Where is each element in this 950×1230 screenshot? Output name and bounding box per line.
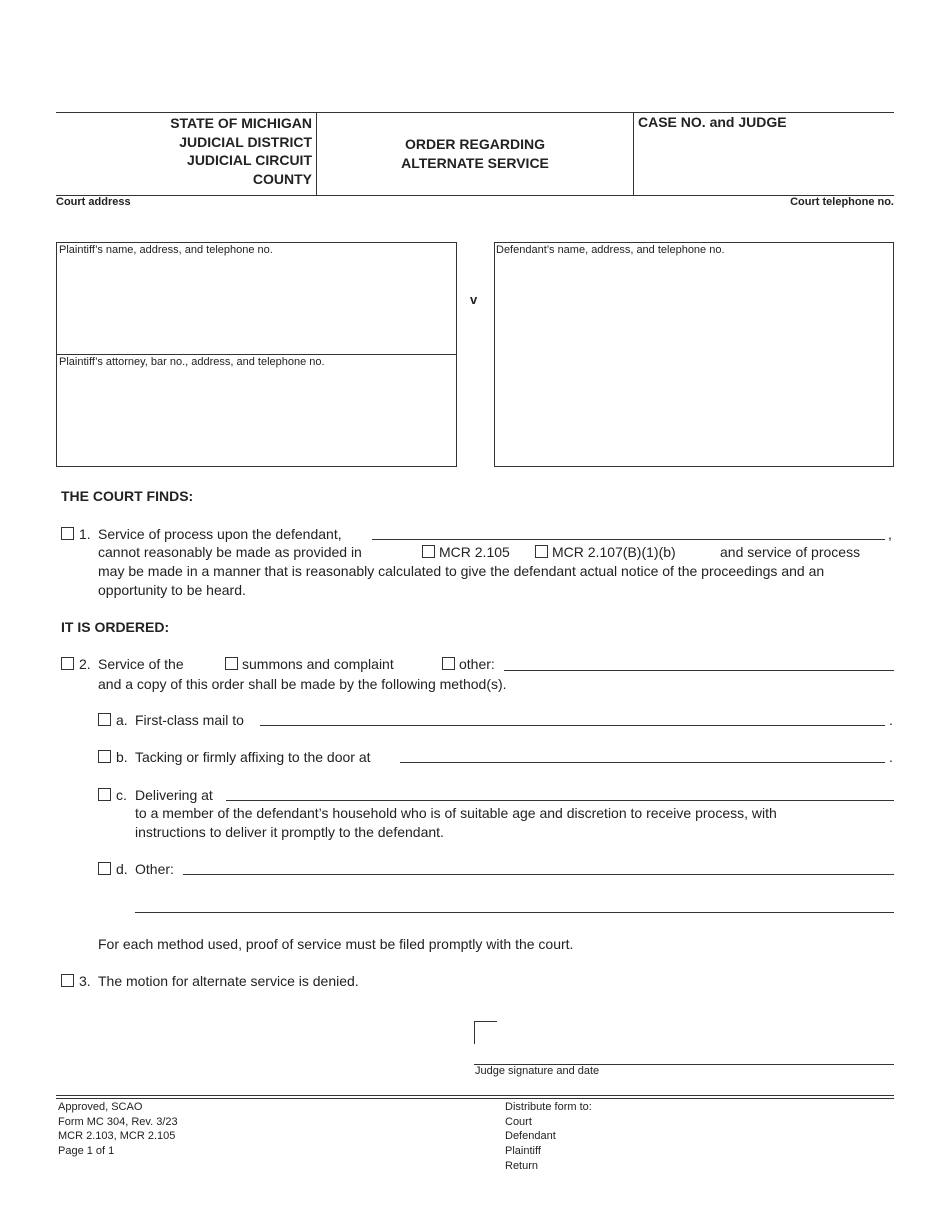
signature-corner-mark bbox=[474, 1021, 497, 1044]
method-c-label: c. bbox=[116, 787, 127, 803]
item1-text-line2: cannot reasonably be made as provided in bbox=[98, 544, 362, 560]
other-document-checkbox[interactable] bbox=[442, 657, 455, 670]
method-a-text: First-class mail to bbox=[135, 712, 244, 728]
mcr-2105-checkbox[interactable] bbox=[422, 545, 435, 558]
circuit-label: JUDICIAL CIRCUIT bbox=[187, 152, 312, 168]
footer-mcr: MCR 2.103, MCR 2.105 bbox=[58, 1130, 176, 1143]
defendant-name-field[interactable] bbox=[372, 539, 885, 540]
method-d-label: d. bbox=[116, 861, 128, 877]
method-b-period: . bbox=[889, 749, 893, 765]
court-jurisdiction-block bbox=[56, 114, 312, 194]
header-bottom-rule bbox=[56, 195, 894, 196]
plaintiff-divider bbox=[57, 354, 456, 355]
court-address-label: Court address bbox=[56, 196, 131, 208]
method-b-text: Tacking or firmly affixing to the door at bbox=[135, 749, 371, 765]
form-title-line1: ORDER REGARDING bbox=[404, 136, 545, 152]
delivery-address-field[interactable] bbox=[226, 800, 894, 801]
method-c-text: Delivering at bbox=[135, 787, 213, 803]
attorney-label: Plaintiff’s attorney, bar no., address, and telephone no. bbox=[59, 356, 325, 368]
method-c-text-line3: instructions to deliver it promptly to the defendant. bbox=[135, 824, 444, 840]
method-b-checkbox[interactable] bbox=[98, 750, 111, 763]
county-label: COUNTY bbox=[252, 171, 312, 187]
proof-of-service-note: For each method used, proof of service must be filed promptly with the court. bbox=[98, 936, 574, 952]
it-is-ordered-heading: IT IS ORDERED: bbox=[61, 619, 170, 635]
distribute-plaintiff: Plaintiff bbox=[505, 1145, 541, 1158]
method-d-text: Other: bbox=[135, 861, 174, 877]
mcr-2105-label: MCR 2.105 bbox=[439, 544, 510, 560]
item3-checkbox[interactable] bbox=[61, 974, 74, 987]
versus-label: v bbox=[470, 292, 478, 307]
court-finds-heading: THE COURT FINDS: bbox=[61, 488, 194, 504]
method-c-text-line2: to a member of the defendant’s household who is of suitable age and discretion to receive process, with bbox=[135, 805, 777, 821]
header-top-rule bbox=[56, 112, 894, 113]
footer-rule-bottom bbox=[56, 1098, 894, 1099]
item1-checkbox[interactable] bbox=[61, 527, 74, 540]
summons-complaint-checkbox[interactable] bbox=[225, 657, 238, 670]
other-document-field[interactable] bbox=[504, 670, 894, 671]
state-label: STATE OF MICHIGAN bbox=[170, 115, 312, 131]
defendant-label: Defendant’s name, address, and telephone no. bbox=[496, 244, 725, 256]
footer-page: Page 1 of 1 bbox=[58, 1145, 115, 1158]
method-a-checkbox[interactable] bbox=[98, 713, 111, 726]
distribute-return: Return bbox=[505, 1159, 539, 1172]
other-method-field[interactable] bbox=[183, 874, 894, 875]
court-phone-label: Court telephone no. bbox=[790, 196, 894, 208]
plaintiff-box bbox=[56, 242, 457, 467]
footer-form-number: Form MC 304, Rev. 3/23 bbox=[58, 1115, 178, 1128]
mcr-2107-checkbox[interactable] bbox=[535, 545, 548, 558]
plaintiff-label: Plaintiff’s name, address, and telephone no. bbox=[59, 244, 273, 256]
item1-text-line4: opportunity to be heard. bbox=[98, 582, 246, 598]
summons-complaint-label: summons and complaint bbox=[242, 656, 394, 672]
item1-text: Service of process upon the defendant, bbox=[98, 526, 342, 542]
method-d-checkbox[interactable] bbox=[98, 862, 111, 875]
form-title-line2: ALTERNATE SERVICE bbox=[401, 155, 549, 171]
defendant-box bbox=[494, 242, 894, 467]
footer-form-info bbox=[58, 1100, 178, 1159]
distribute-heading: Distribute form to: bbox=[505, 1101, 592, 1113]
method-b-label: b. bbox=[116, 749, 128, 765]
other-method-field-line2[interactable] bbox=[135, 912, 894, 913]
item3-number: 3. bbox=[79, 973, 91, 989]
item1-text-line2-end: and service of process bbox=[720, 544, 861, 560]
distribute-defendant: Defendant bbox=[505, 1130, 556, 1143]
item1-number: 1. bbox=[79, 526, 91, 542]
other-document-label: other: bbox=[459, 656, 495, 672]
item1-comma: , bbox=[888, 526, 892, 542]
tacking-address-field[interactable] bbox=[400, 762, 885, 763]
item3-text: The motion for alternate service is denied. bbox=[98, 973, 359, 989]
form-title bbox=[316, 135, 634, 173]
district-label: JUDICIAL DISTRICT bbox=[179, 134, 312, 150]
item2-text-line2: and a copy of this order shall be made by the following method(s). bbox=[98, 676, 507, 692]
item2-number: 2. bbox=[79, 656, 91, 672]
item1-text-line3: may be made in a manner that is reasonably calculated to give the defendant actual notice of the proceedings and an bbox=[98, 563, 825, 579]
footer-rule-top bbox=[56, 1095, 894, 1096]
judge-signature-label: Judge signature and date bbox=[475, 1065, 600, 1077]
method-a-period: . bbox=[889, 712, 893, 728]
item2-checkbox[interactable] bbox=[61, 657, 74, 670]
footer-approved: Approved, SCAO bbox=[58, 1101, 143, 1113]
method-c-checkbox[interactable] bbox=[98, 788, 111, 801]
mcr-2107-label: MCR 2.107(B)(1)(b) bbox=[552, 544, 676, 560]
distribute-court: Court bbox=[505, 1115, 532, 1128]
case-number-label: CASE NO. and JUDGE bbox=[638, 114, 787, 130]
item2-text: Service of the bbox=[98, 656, 184, 672]
footer-distribution bbox=[505, 1100, 592, 1174]
method-a-label: a. bbox=[116, 712, 128, 728]
first-class-mail-field[interactable] bbox=[260, 725, 885, 726]
